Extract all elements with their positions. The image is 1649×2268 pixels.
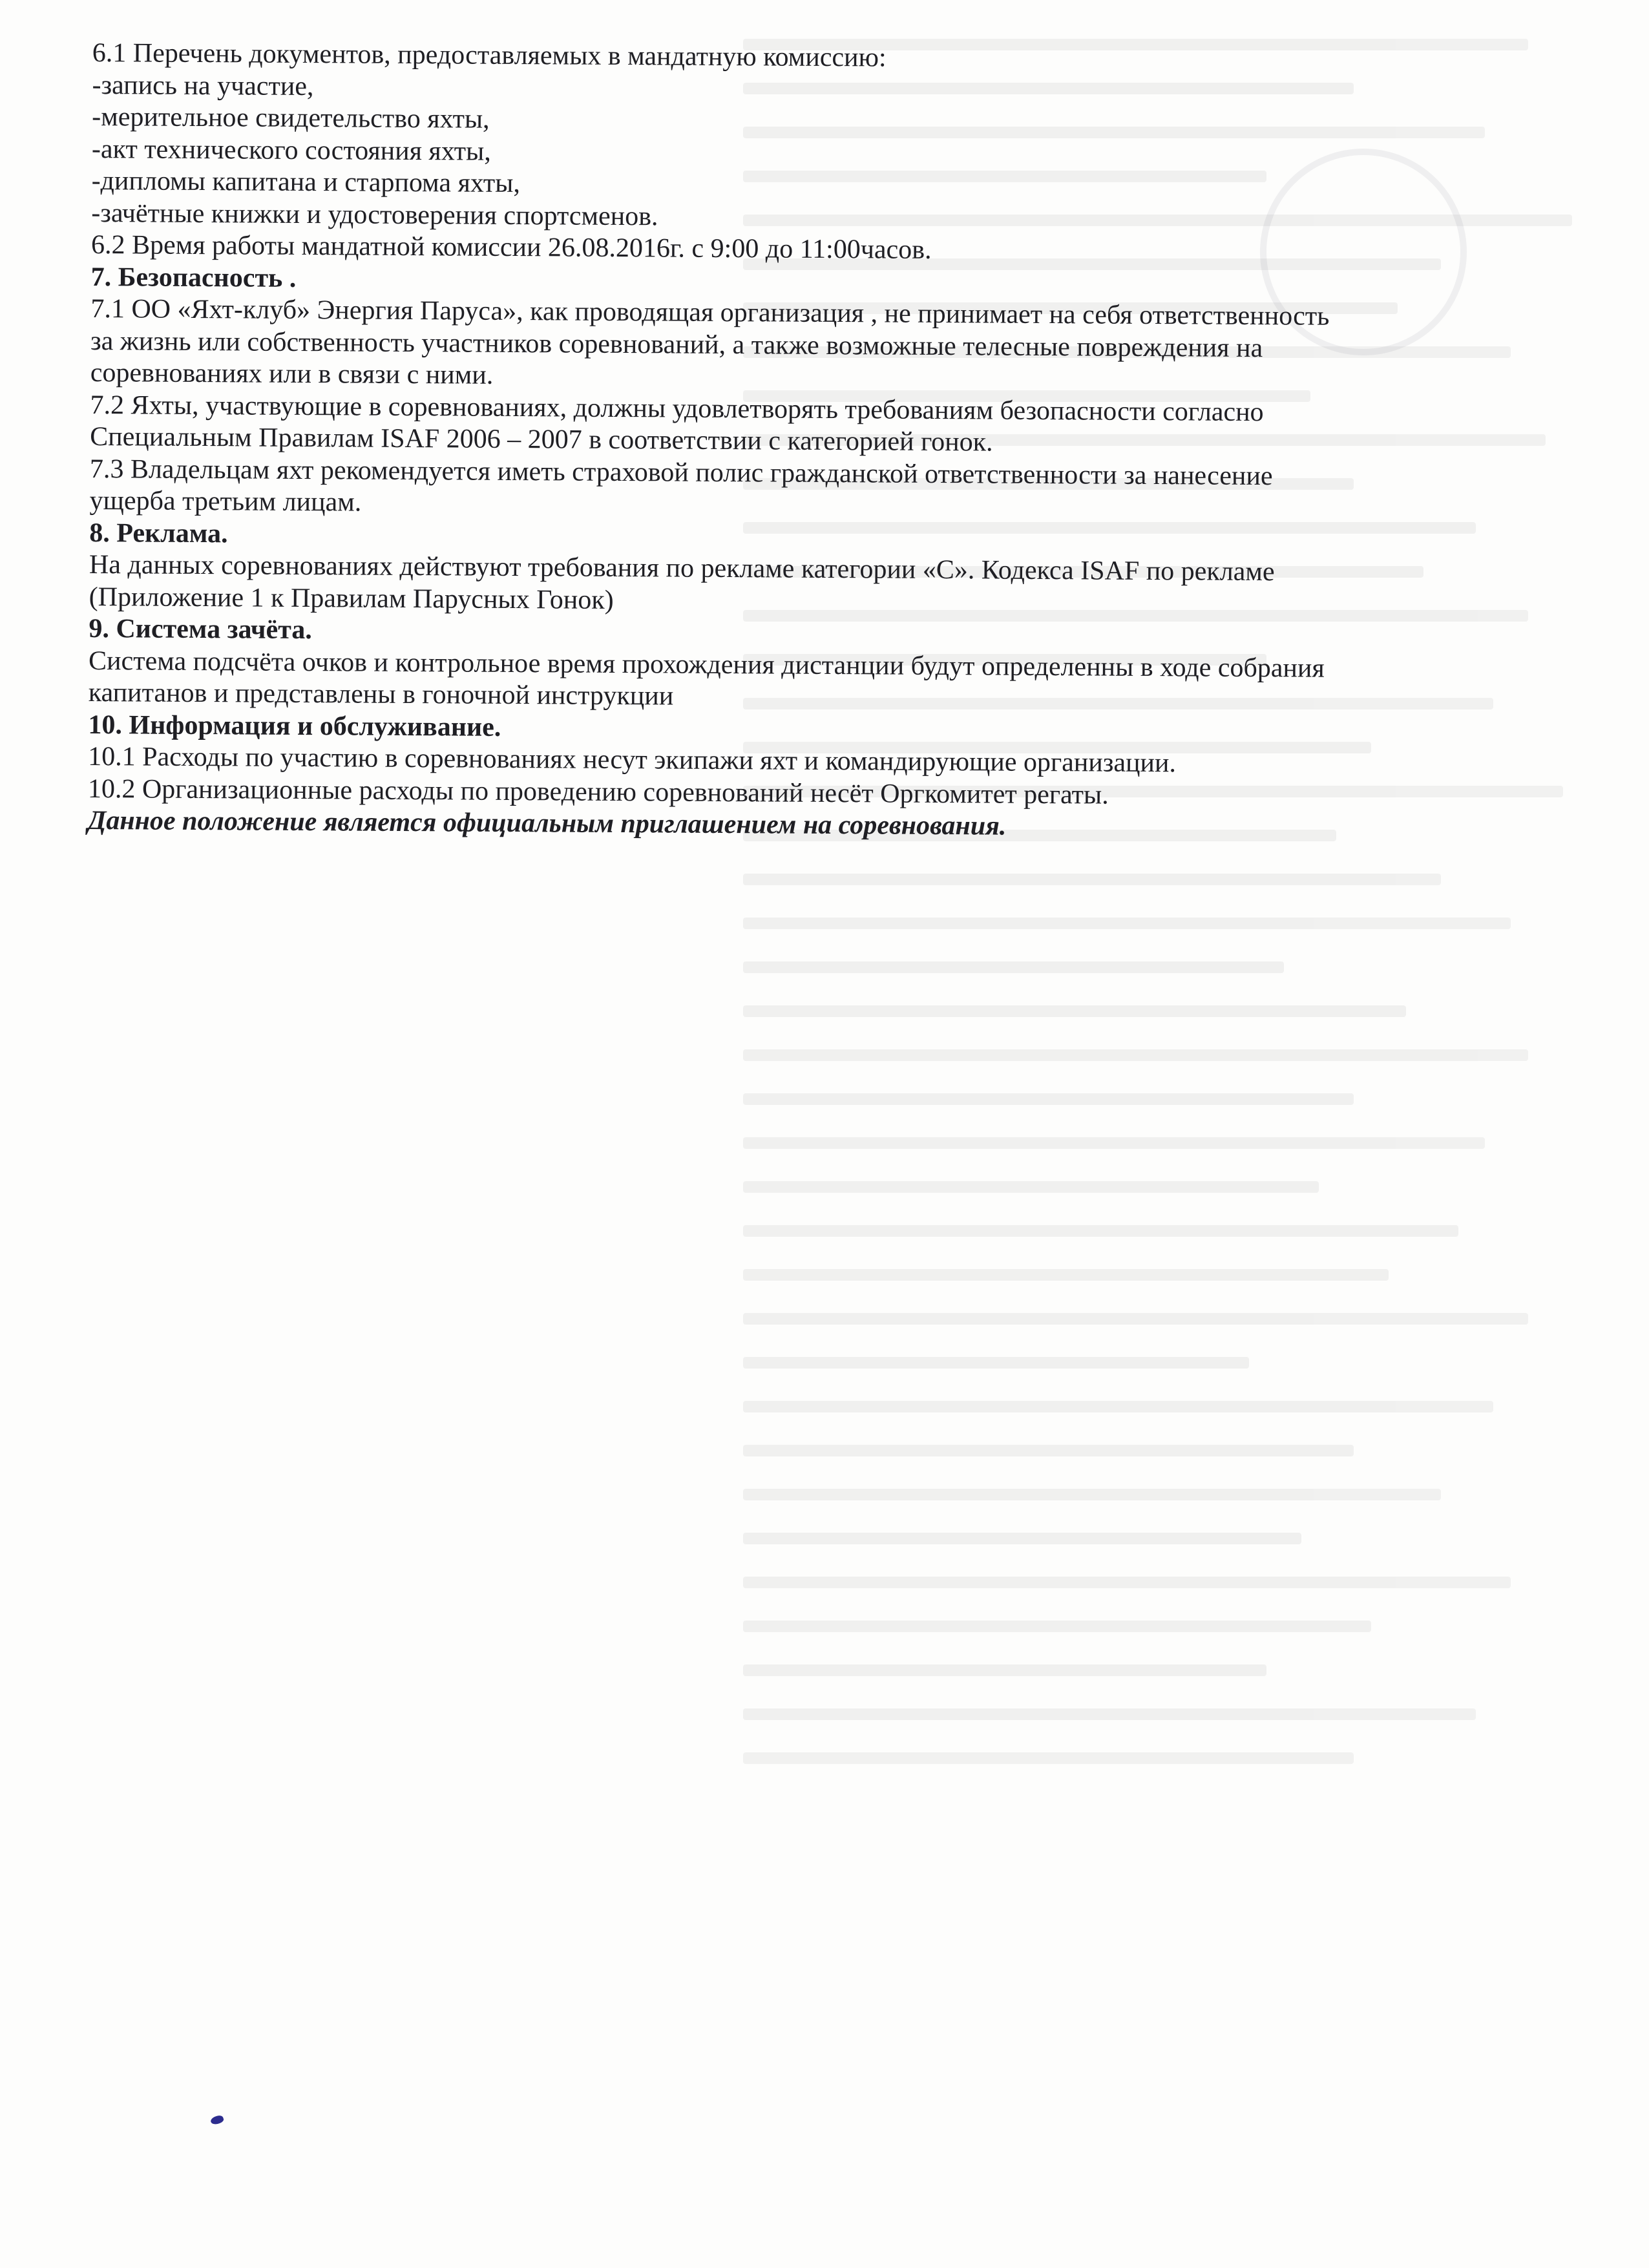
text-line: соревнованиях или в связи с ними. — [90, 357, 494, 390]
text-line: ущерба третьим лицам. — [89, 485, 362, 518]
text-line: капитанов и представлены в гоночной инструкции — [88, 677, 674, 711]
section-heading: 7. Безопасность . — [90, 262, 297, 293]
text-line: -запись на участие, — [92, 70, 314, 101]
text-line: -дипломы капитана и старпома яхты, — [91, 165, 521, 199]
bleed-line — [743, 1401, 1493, 1412]
text-line: 10.1 Расходы по участию в соревнованиях несут экипажи яхт и командирующие организации. — [88, 741, 1177, 779]
bleed-line — [743, 1357, 1249, 1369]
ink-mark — [210, 2114, 225, 2126]
text-line: 7.3 Владельцам яхт рекомендуется иметь страховой полис гражданской ответственности за нанесение — [89, 454, 1273, 491]
bleed-line — [743, 1225, 1458, 1237]
bleed-line — [743, 1664, 1266, 1676]
bleed-line — [743, 1005, 1406, 1017]
text-line: (Приложение 1 к Правилам Парусных Гонок) — [89, 582, 614, 615]
bleed-line — [743, 1093, 1354, 1105]
text-line: 7.1 ОО «Яхт-клуб» Энергия Паруса», как проводящая организация , не принимает на себя ответственность — [90, 293, 1330, 331]
text-line: 6.2 Время работы мандатной комиссии 26.08.2016г. с 9:00 до 11:00часов. — [90, 229, 932, 265]
bleed-line — [743, 1049, 1528, 1061]
text-line: за жизнь или собственность участников соревнований, а также возможные телесные повреждения на — [90, 326, 1263, 363]
text-line: -мерительное свидетельство яхты, — [92, 101, 490, 134]
bleed-line — [743, 918, 1511, 929]
bleed-line — [743, 961, 1284, 973]
section-heading: 10. Информация и обслуживание. — [88, 709, 501, 742]
bleed-line — [743, 1181, 1319, 1193]
text-line: 10.2 Организационные расходы по проведению соревнований несёт Оргкомитет регаты. — [87, 773, 1109, 810]
closing-statement: Данное положение является официальным приглашением на соревнования. — [87, 805, 1007, 841]
bleed-line — [743, 1577, 1511, 1588]
text-line: 6.1 Перечень документов, предоставляемых в мандатную комиссию: — [92, 37, 887, 73]
bleed-line — [743, 1313, 1528, 1325]
bleed-line — [743, 1445, 1354, 1456]
bleed-line — [743, 1752, 1354, 1764]
bleed-line — [743, 1489, 1441, 1500]
text-line: 7.2 Яхты, участвующие в соревнованиях, должны удовлетворять требованиям безопасности согласно — [90, 390, 1264, 427]
text-line: -акт технического состояния яхты, — [91, 134, 491, 167]
bleed-line — [743, 1708, 1476, 1720]
section-heading: 8. Реклама. — [89, 518, 228, 549]
bleed-line — [743, 874, 1441, 885]
bleed-line — [743, 1269, 1389, 1281]
text-line: Специальным Правилам ISAF 2006 – 2007 в соответствии с категорией гонок. — [90, 421, 993, 457]
document-body — [87, 37, 1598, 846]
bleed-line — [743, 1621, 1371, 1632]
text-line: На данных соревнованиях действуют требования по рекламе категории «С». Кодекса ISAF по рекламе — [89, 549, 1275, 587]
section-heading: 9. Система зачёта. — [89, 613, 312, 646]
text-line: Система подсчёта очков и контрольное время прохождения дистанции будут определенны в ходе собрания — [88, 646, 1325, 684]
bleed-line — [743, 1533, 1301, 1544]
text-line: -зачётные книжки и удостоверения спортсменов. — [91, 198, 658, 231]
bleed-line — [743, 1137, 1485, 1149]
